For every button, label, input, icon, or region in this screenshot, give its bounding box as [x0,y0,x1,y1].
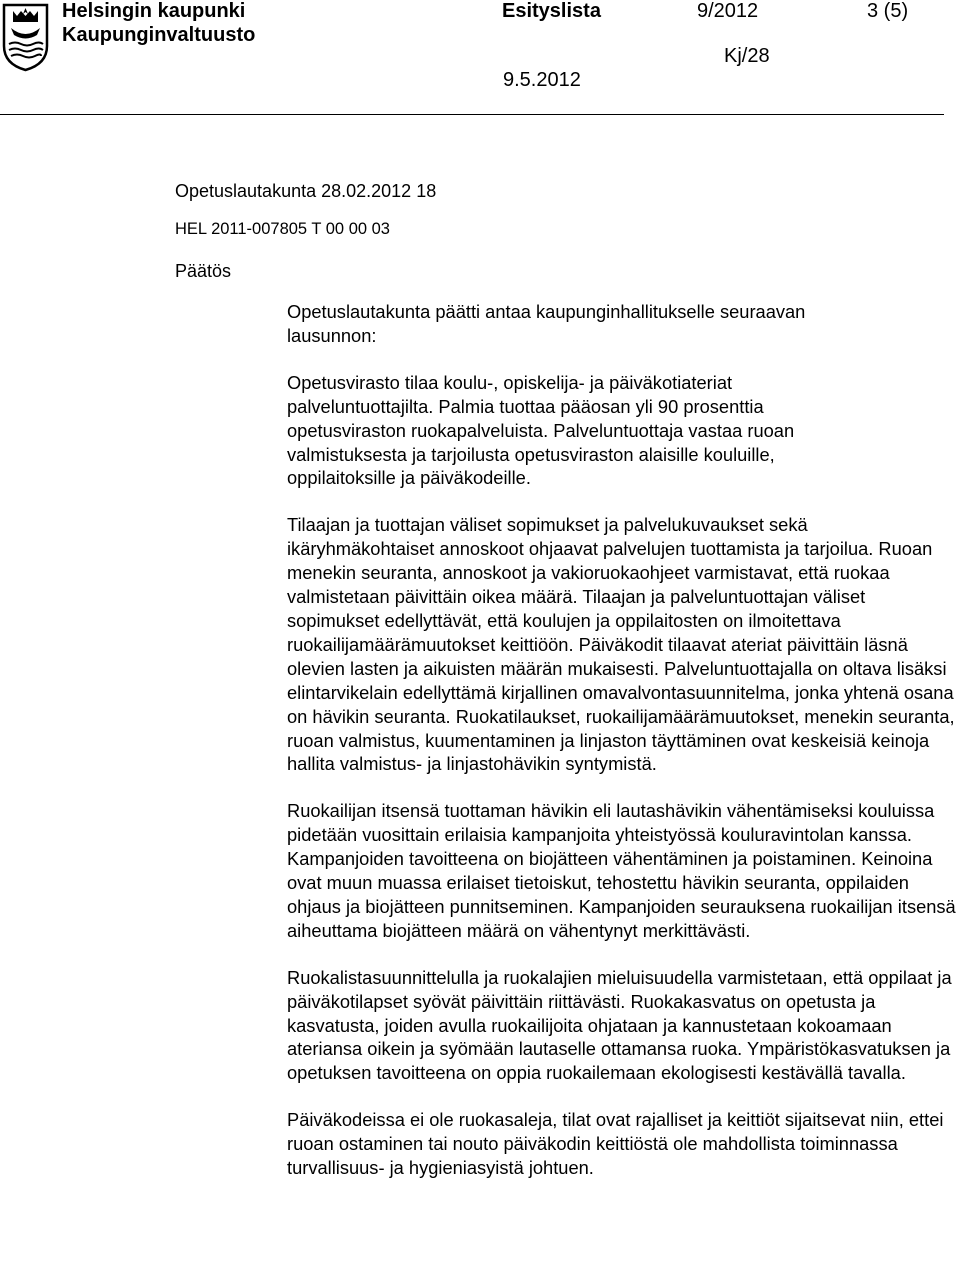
document-number: 9/2012 [697,0,759,22]
council-name: Kaupunginvaltuusto [62,24,256,46]
paragraph-plate-waste: Ruokailijan itsensä tuottaman hävikin eli lautashävikin vähentämiseksi kouluissa pidetään vuosittain erilaisia kampanjoita yhteistyössä kouluravintolan kanssa. Kampanjoiden tavoitteena on biojätteen vähentäminen ja poistaminen. Keinoina ovat muun muassa erilaiset tietoiskut, tehostettu hävikin seuranta, oppilaiden ohjaus ja biojätteen punnitseminen. Kampanjoiden seurauksena ruokailijan itsensä aiheuttama biojätteen määrä on vähentynyt merkittävästi. [287,800,956,941]
organization-name: Helsingin kaupunki [62,0,246,22]
paragraph-daycare: Päiväkodeissa ei ole ruokasaleja, tilat ovat rajalliset ja keittiöt sijaitsevat niin, ettei ruoan ostaminen tai nouto päiväkodin keittiöstä ole mahdollista toiminnassa turvallisuus- ja hygieniasyistä johtuen. [287,1109,944,1179]
committee-line: Opetuslautakunta 28.02.2012 18 [175,181,437,201]
paragraph-ordering: Opetusvirasto tilaa koulu-, opiskelija- ja päiväkotiateriat palveluntuottajilta. Palmia tuottaa pääosan yli 90 prosenttia opetusviraston ruokapalveluista. Palveluntuottaja vastaa ruoan valmistuksesta ja tarjoilusta opetusviraston alaisille kouluille, oppilaitoksille ja päiväkodeille. [287,371,795,489]
header-divider [0,114,944,115]
decision-body [287,300,959,1203]
meeting-date: 9.5.2012 [503,69,581,91]
section-heading: Päätös [175,261,232,281]
agenda-item: Kj/28 [724,45,770,67]
case-id: HEL 2011-007805 T 00 00 03 [175,220,390,238]
page-number: 3 (5) [867,0,909,22]
paragraph-intro: Opetuslautakunta päätti antaa kaupunginhallitukselle seuraavan lausunnon: [287,301,806,346]
document-type: Esityslista [502,0,601,22]
paragraph-contracts: Tilaajan ja tuottajan väliset sopimukset ja palvelukuvaukset sekä ikäryhmäkohtaiset annoskoot ohjaavat palvelujen tuottamista ja tarjoilua. Ruoan menekin seuranta, annoskoot ja vakioruokaohjeet varmistavat, että ruokaa valmistetaan päivittäin oikea määrä. Tilaajan ja palveluntuottajan väliset sopimukset edellyttävät, että koulujen ja oppilaitosten on ilmoitettava ruokailijamäärämuutokset keittiöön. Päiväkodit tilaavat ateriat päivittäin läsnä olevien lasten ja aikuisten määrän mukaisesti. Palveluntuottajalla on oltava lisäksi elintarvikelain edellyttämä kirjallinen omavalvontasuunnitelma, jonka yhtenä osana on hävikin seuranta. Ruokatilaukset, ruokailijamäärämuutokset, menekin seuranta, ruoan valmistus, kuumentaminen ja linjaston täyttäminen ovat keskeisiä keinoja hallita valmistus- ja linjastohävikin syntymistä. [287,514,955,775]
helsinki-coat-of-arms-icon [1,2,50,72]
paragraph-food-education: Ruokalistasuunnittelulla ja ruokalajien mieluisuudella varmistetaan, että oppilaat ja päiväkotilapset syövät päivittäin riittävästi. Ruokakasvatus on opetusta ja kasvatusta, joiden avulla ruokailijoita ohjataan ja kannustetaan kokoamaan ateriansa oikein ja syömään lautaselle ottamansa ruoka. Ympäristökasvatuksen ja opetuksen tavoitteena on oppia ruokailemaan ekologisesti kestävällä tavalla. [287,966,952,1084]
